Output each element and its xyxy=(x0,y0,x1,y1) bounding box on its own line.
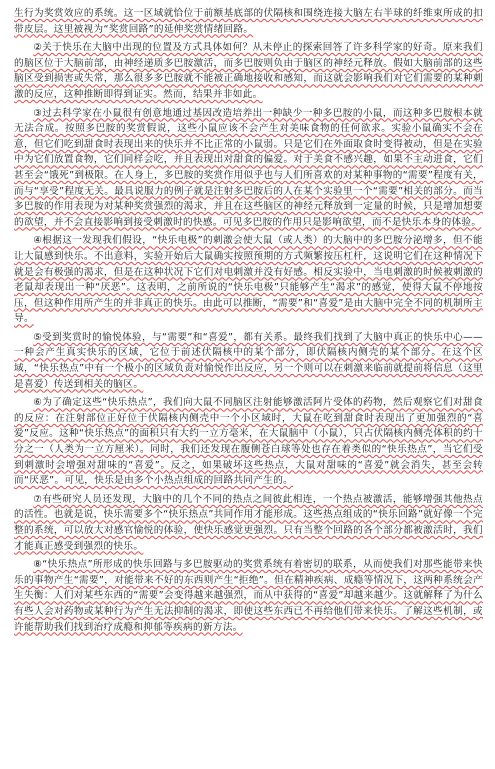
paragraph-4: ④根据这一发现我们假设，“快乐电极”的刺激会使大鼠（或人类）的大脑中的多巴胺分泌增多，但不能让大鼠感到快乐。不出意料，实验开始后大鼠确实按照预期的方式频繁按压杠杆，这说明它们在这种情况下就是会有极强的渴求，但是在这种状况下它们对电刺激并没有好感。相反实验中，当电刺激的时候被刺激的老鼠却表现出一种“厌恶”。这表明，之前所说的“快乐电极”只能够产生“渴求”的感觉，使得大鼠不停地按压，但这种作用所产生的并非真正的快乐。由此可以推断，“需要”和“喜爱”是由大脑中完全不同的机制所主导。 xyxy=(14,235,483,325)
paragraph-7: ⑦有些研究人员还发现，大脑中的几个不同的热点之间彼此相连，一个热点被激活，能够增强其他热点的活性。也就是说，快乐需要多个“快乐热点”共同作用才能形成。这些热点组成的“快乐回路”就好像一个完整的系统，可以放大对感官愉悦的体验，使快乐感觉更强烈。只有当整个回路的各个部分都被激活时，我们才能真正感受到强烈的快乐。 xyxy=(14,493,483,552)
paragraph-6: ⑥为了确定这些“快乐热点”，我们向大鼠不同脑区注射能够激活阿片受体的药物，然后观察它们对甜食的反应：在注射部位正好位于伏隔核内侧壳中一个小区域时，大鼠在吃到甜食时表现出了更加强烈的“喜爱”反应。这种“快乐热点”的面积只有大约一立方毫米，在大鼠脑中（小鼠），只占伏隔核内侧壳体积的约十分之一（人类为一立方厘米）。同时，我们还发现在腹侧苍白球等处也存在着类似的“快乐热点”，当它们受到刺激时会增强对甜味的“喜爱”。反之，如果破坏这些热点，大鼠对甜味的“喜爱”就会消失，甚至会转而“厌恶”。可见，快乐是由多个小热点组成的回路共同产生的。 xyxy=(14,397,483,487)
paragraph-1: 生行为奖赏效应的系统。这一区域就恰位于前额基底部的伏隔核和围绕连接大脑左右半球的纤维束所成的扣带皮层。这里被视为“奖赏回路”的延伸奖赏情绪回路。 xyxy=(14,8,483,35)
paragraph-3: ③过去科学家在小鼠很有创意地通过基因改造培养出一种缺少一种多巴胺的小鼠，而这种多巴胺根本就无法合成。按照多巴胺的奖赏假说，这些小鼠应该不会产生对美味食物的任何欲求。实验小鼠确实不会在意，但它们吃到甜食时表现出来的快乐并不比正常的小鼠弱。只是它们在外面取食时变得被动，但是在实验中为它们放置食物，它们同样会吃，并且表现出对甜食的偏爱。对于美食不感兴趣，如果不主动进食，它们甚至会“饿死”到极限。在人身上，多巴胺的奖赏作用似乎也与人们所喜欢的对某种事物的“需要”程度有关，而与“享受”程度无关。最具说服力的例子就是注射多巴胺后的人在某个实验里一个“需要”相关的部分。而当多巴胺的作用表现为对某种奖赏强烈的渴求，并且在这些脑区的神经元释放到一定量的时候，只是增加想要的欲望，并不会直接影响到接受刺激时的快感。可见多巴胺的作用只是影响欲望，而不是快乐本身的体验。 xyxy=(14,107,483,228)
paragraph-5: ⑤受到奖赏时的愉悦体验，与“需要”和“喜爱”，都有关系。最终我们找到了大脑中真正的快乐中心——一种会产生真实快乐的区域，它位于前述伏隔核中的某个部分，即伏隔核内侧壳的某个部分。在这个区域，“快乐热点”中有一个极小的区域负责对愉悦作出反应，另一个则可以在刺激来临前就提前将信息（这里是喜爱）传送到相关的脑区。 xyxy=(14,331,483,390)
paragraph-8: ⑧“快乐热点”所形成的快乐回路与多巴胺驱动的奖赏系统有着密切的联系，从而使我们对那些能带来快乐的事物产生“需要”，对能带来不好的东西则产生“拒绝”。但在精神疾病、成瘾等情况下，这两种系统会产生失衡：人们对某些东西的“需要”会变得越来越强烈，而从中获得的“喜爱”却越来越少。这就解释了为什么有些人会对药物或某种行为产生无法抑制的渴求，即使这些东西已不再给他们带来快乐。了解这些机制，或许能帮助我们找到治疗成瘾和抑郁等疾病的新方法。 xyxy=(14,559,483,633)
paragraph-2: ②关于快乐在大脑中出现的位置及方式具体如何？从未停止的探索回答了许多科学家的好奇。原来我们的脑区位于大脑前部，由神经递质多巴胺激活，而多巴胺则负由于脑区的神经元释放。假如大脑前部的这些脑区受到损害或失常，那么很多多巴胺就不能被正确地接收和感知，而这就会影响我们对它们需要的某种刺激的反应，这种推断即得到证实。然而，结果并非如此。 xyxy=(14,42,483,100)
